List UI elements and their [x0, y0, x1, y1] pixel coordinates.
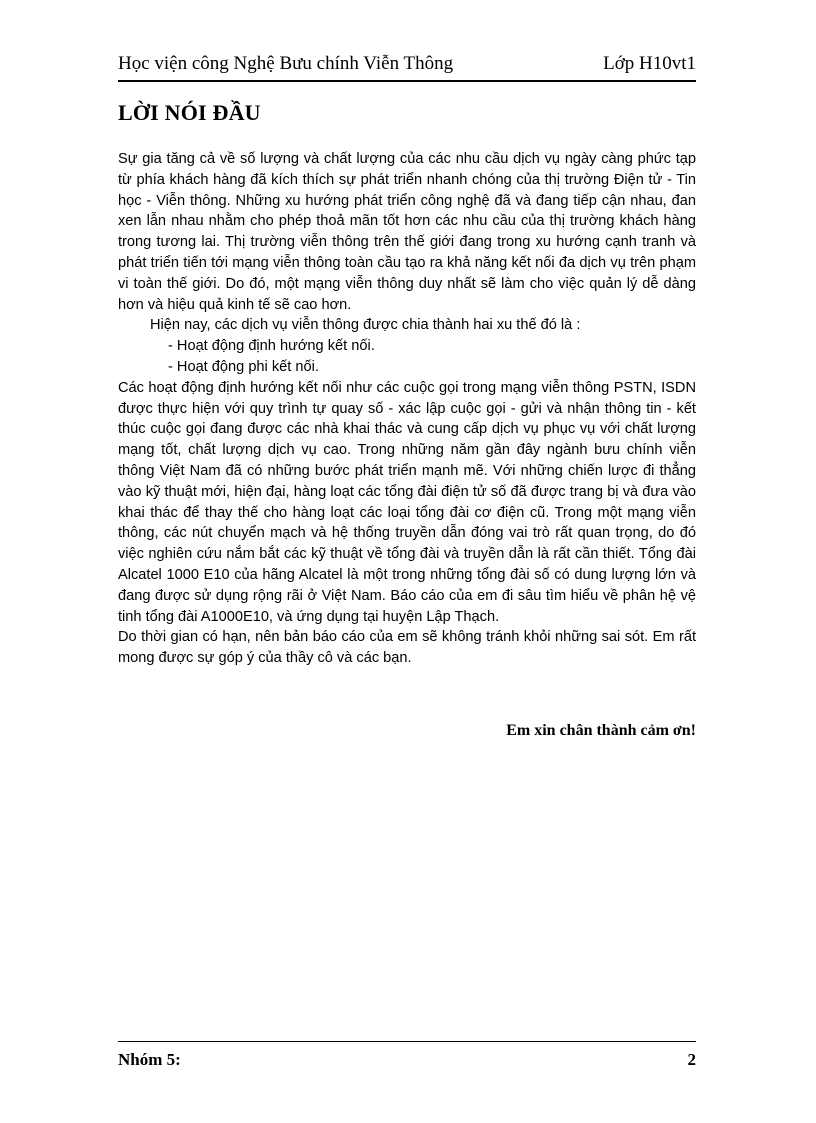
document-body: [118, 149, 696, 669]
list-item-connectionless: - Hoạt động phi kết nối.: [168, 358, 319, 375]
page-footer: [118, 1041, 696, 1072]
header-institution: Học viện công Nghệ Bưu chính Viễn Thông: [118, 53, 454, 74]
page-header: [118, 50, 696, 82]
list-item-connection-oriented: - Hoạt động định hướng kết nối.: [168, 338, 375, 355]
paragraph-closing: Do thời gian có hạn, nên bản báo cáo của em sẽ không tránh khỏi những sai sót. Em rất mong được sự góp ý của thầy cô và các bạn.: [118, 629, 696, 667]
thanks-line: Em xin chân thành cảm ơn!: [506, 722, 696, 739]
footer-group: Nhóm 5:: [118, 1050, 181, 1069]
page-number: 2: [687, 1050, 696, 1069]
paragraph-trends: Hiện nay, các dịch vụ viễn thông được chia thành hai xu thế đó là :: [150, 317, 581, 334]
paragraph-details: Các hoạt động định hướng kết nối như các cuộc gọi trong mạng viễn thông PSTN, ISDN được thực hiện với quy trình tự quay số - xác lập cuộc gọi - gửi và nhận thông tin - kết thúc cuộc gọi đang được các nhà khai thác và cung cấp dịch vụ phục vụ với chất lượng mạng tốt, chất lượng dịch vụ cao. Trong những năm gần đây ngành bưu chính viễn thông Việt Nam đã có những bước phát triển mạnh mẽ. Với những chiến lược đi thẳng vào kỹ thuật mới, hiện đại, hàng loạt các tổng đài điện tử số đã được trang bị và đưa vào khai thác để thay thế cho hàng loạt các loại tổng đài cơ điện cũ. Trong một mạng viễn thông, các nút chuyển mạch và hệ thống truyền dẫn đóng vai trò rất quan trọng, do đó việc nghiên cứu nắm bắt các kỹ thuật về tổng đài và truyền dẫn là rất cần thiết. Tổng đài Alcatel 1000 E10 của hãng Alcatel là một trong những tổng đài số có dung lượng lớn và đang được sử dụng rộng rãi ở Việt Nam. Báo cáo của em đi sâu tìm hiểu về phân hệ vệ tinh tổng đài A1000E10, và ứng dụng tại huyện Lập Thạch.: [118, 379, 696, 625]
page-title: LỜI NÓI ĐẦU: [118, 100, 261, 125]
paragraph-intro: Sự gia tăng cả về số lượng và chất lượng của các nhu cầu dịch vụ ngày càng phức tạp từ phía khách hàng đã kích thích sự phát triển nhanh chóng của thị trường Điện tử - Tin học - Viễn thông. Những xu hướng phát triển công nghệ đã và đang tiếp cận nhau, đan xen lẫn nhau nhằm cho phép thoả mãn tốt hơn các nhu cầu của thị trường khách hàng trong tương lai. Thị trường viễn thông trên thế giới đang trong xu hướng cạnh tranh và phát triển tiến tới mạng viễn thông toàn cầu tạo ra khả năng kết nối đa dịch vụ trên phạm vi toàn thế giới. Do đó, một mạng viễn thông duy nhất sẽ làm cho việc quản lý dễ dàng hơn và hiệu quả kinh tế sẽ cao hơn.: [118, 151, 696, 313]
header-class: Lớp H10vt1: [603, 53, 696, 74]
